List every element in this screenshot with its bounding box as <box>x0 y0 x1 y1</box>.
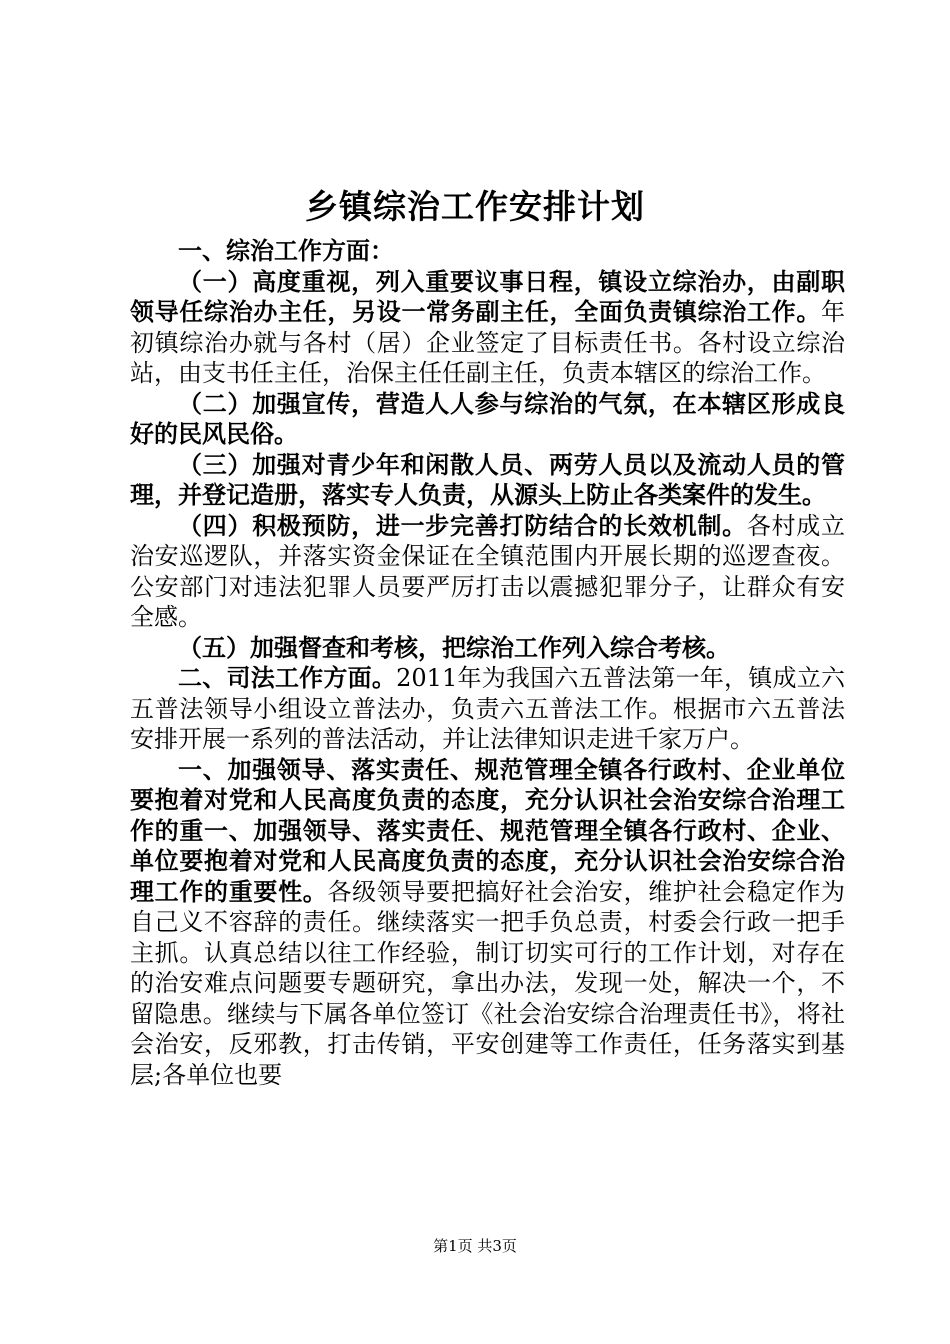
paragraph-4 <box>130 450 845 511</box>
paragraph-normal-text: 年初镇综治办就与各村（居）企业签定了目标责任书。各村设立综治站，由支书任主任，治保主任任副主任，负责本辖区的综治工作。 <box>130 298 845 387</box>
paragraph-6 <box>130 633 845 664</box>
paragraph-8 <box>130 755 845 1091</box>
paragraph-bold-text: （四）积极预防，进一步完善打防结合的长效机制。 <box>178 511 747 540</box>
document-title: 乡镇综治工作安排计划 <box>305 187 645 226</box>
paragraph-3 <box>130 389 845 450</box>
document-body <box>130 236 845 1090</box>
page-footer: 第1页 共3页 <box>433 1237 517 1255</box>
paragraph-bold-text: 一、综治工作方面： <box>178 237 394 265</box>
paragraph-1 <box>130 236 845 267</box>
paragraph-bold-text: 二、司法工作方面。 <box>178 664 397 692</box>
paragraph-2 <box>130 267 845 389</box>
paragraph-normal-text: 各级领导要把搞好社会治安，维护社会稳定作为自己义不容辞的责任。继续落实一把手负总责，村委会行政一把手主抓。认真总结以往工作经验，制订切实可行的工作计划，对存在的治安难点问题要专题研究，拿出办法，发现一处，解决一个，不留隐患。继续与下属各单位签订《社会治安综合治理责任书》，将社会治安，反邪教，打击传销，平安创建等工作责任，任务落实到基层;各单位也要 <box>130 877 846 1089</box>
paragraph-bold-text: （三）加强对青少年和闲散人员、两劳人员以及流动人员的管理，并登记造册，落实专人负责，从源头上防止各类案件的发生。 <box>130 450 845 509</box>
paragraph-normal-text: 各村成立治安巡逻队，并落实资金保证在全镇范围内开展长期的巡逻查夜。公安部门对违法犯罪人员要严厉打击以震撼犯罪分子，让群众有安全感。 <box>130 511 846 631</box>
paragraph-normal-text: 2011年为我国六五普法第一年，镇成立六五普法领导小组设立普法办，负责六五普法工作。根据市六五普法安排开展一系列的普法活动，并让法律知识走进千家万户。 <box>130 664 846 753</box>
paragraph-5 <box>130 511 845 633</box>
paragraph-bold-text: 一、加强领导、落实责任、规范管理全镇各行政村、企业单位要抱着对党和人民高度负责的态度，充分认识社会治安综合治理工作的重一、加强领导、落实责任、规范管理全镇各行政村、企业、单位要抱着对党和人民高度负责的态度，充分认识社会治安综合治理工作的重要性。 <box>130 755 845 906</box>
paragraph-bold-text: （二）加强宣传，营造人人参与综治的气氛，在本辖区形成良好的民风民俗。 <box>130 389 845 448</box>
paragraph-bold-text: （五）加强督查和考核，把综治工作列入综合考核。 <box>178 633 730 662</box>
paragraph-7 <box>130 663 845 755</box>
paragraph-bold-text: （一）高度重视，列入重要议事日程，镇设立综治办，由副职领导任综治办主任，另设一常务副主任，全面负责镇综治工作。 <box>130 267 845 326</box>
